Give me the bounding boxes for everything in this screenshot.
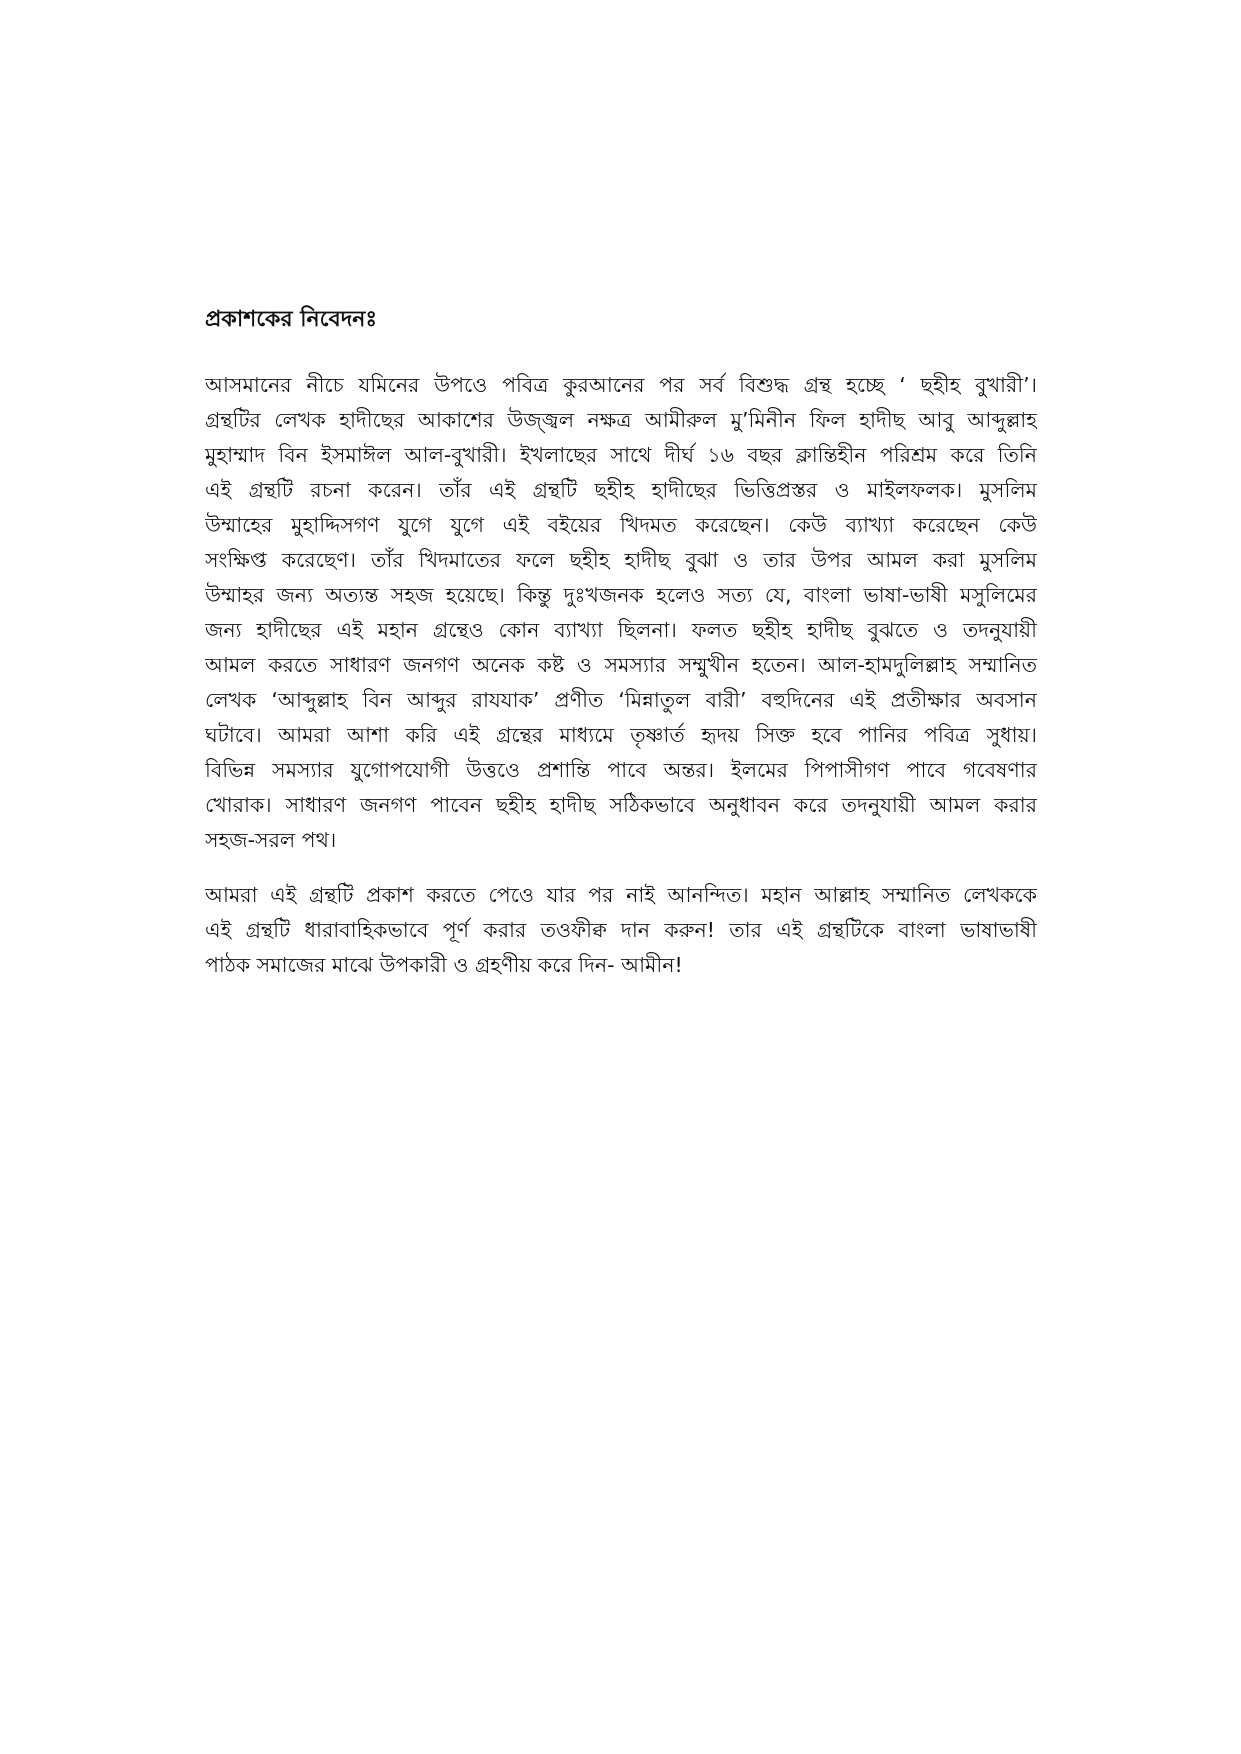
text-line: খোরাক। সাধারণ জনগণ পাবেন ছহীহ হাদীছ সঠিকভাবে অনুধাবন করে তদনুযায়ী আমল করার (205, 793, 1037, 817)
paragraph-1 (205, 368, 1037, 858)
text-line: বিভিন্ন সমস্যার যুগোপযোগী উত্তওে প্রশান্তি পাবে অন্তর। ইলমের পিপাসীগণ পাবে গবেষণার (205, 758, 1037, 782)
text-line: ঘটাবে। আমরা আশা করি এই গ্রন্থের মাধ্যমে তৃষ্ণার্ত হৃদয় সিক্ত হবে পানির পবিত্র সুধায়। (205, 723, 1037, 747)
text-line: লেখক ‘আব্দুল্লাহ বিন আব্দুর রাযযাক’ প্রণীত ‘মিন্নাতুল বারী’ বহুদিনের এই প্রতীক্ষার অবসান (205, 688, 1037, 712)
text-line: উম্মাহের মুহাদ্দিসগণ যুগে যুগে এই বইয়ের খিদমত করেছেন। কেউ ব্যাখ্যা করেছেন কেউ (205, 513, 1037, 537)
text-line: উম্মাহর জন্য অত্যন্ত সহজ হয়েছে। কিন্তু দুঃখজনক হলেও সত্য যে, বাংলা ভাষা-ভাষী মসুলিমের (205, 583, 1037, 607)
text-line: আমরা এই গ্রন্থটি প্রকাশ করতে পেওে যার পর নাই আনন্দিত। মহান আল্লাহ সম্মানিত লেখককে (205, 883, 1037, 907)
text-line: এই গ্রন্থটি রচনা করেন। তাঁর এই গ্রন্থটি ছহীহ হাদীছের ভিত্তিপ্রস্তর ও মাইলফলক। মুসলিম (205, 478, 1037, 502)
document-body (205, 300, 1037, 1003)
text-line: এই গ্রন্থটি ধারাবাহিকভাবে পূর্ণ করার তওফীক্ব দান করুন! তার এই গ্রন্থটিকে বাংলা ভাষাভাষী (205, 918, 1037, 942)
text-line: আমল করতে সাধারণ জনগণ অনেক কষ্ট ও সমস্যার সম্মুখীন হতেন। আল-হামদুলিল্লাহ সম্মানিত (205, 653, 1037, 677)
text-line: আসমানের নীচে যমিনের উপওে পবিত্র কুরআনের পর সর্ব বিশুদ্ধ গ্রন্থ হচ্ছে ‘ ছহীহ বুখারী’। (205, 373, 1037, 397)
page-title: প্রকাশকের নিবেদনঃ (205, 307, 378, 332)
text-line: জন্য হাদীছের এই মহান গ্রন্থেও কোন ব্যাখ্যা ছিলনা। ফলত ছহীহ হাদীছ বুঝতে ও তদনুযায়ী (205, 618, 1037, 642)
paragraph-2 (205, 878, 1037, 983)
text-line: সংক্ষিপ্ত করেছেণ। তাঁর খিদমাতের ফলে ছহীহ হাদীছ বুঝা ও তার উপর আমল করা মুসলিম (205, 548, 1037, 572)
text-line: সহজ-সরল পথ। (205, 828, 337, 852)
text-line: মুহাম্মাদ বিন ইসমাঈল আল-বুখারী। ইখলাছের সাথে দীর্ঘ ১৬ বছর ক্লান্তিহীন পরিশ্রম করে তিনি (205, 443, 1037, 467)
text-line: পাঠক সমাজের মাঝে উপকারী ও গ্রহণীয় করে দিন- আমীন! (205, 953, 683, 977)
text-line: গ্রন্থটির লেখক হাদীছের আকাশের উজ্জ্বল নক্ষত্র আমীরুল মু’মিনীন ফিল হাদীছ আবু আব্দুল্লাহ (205, 408, 1037, 432)
